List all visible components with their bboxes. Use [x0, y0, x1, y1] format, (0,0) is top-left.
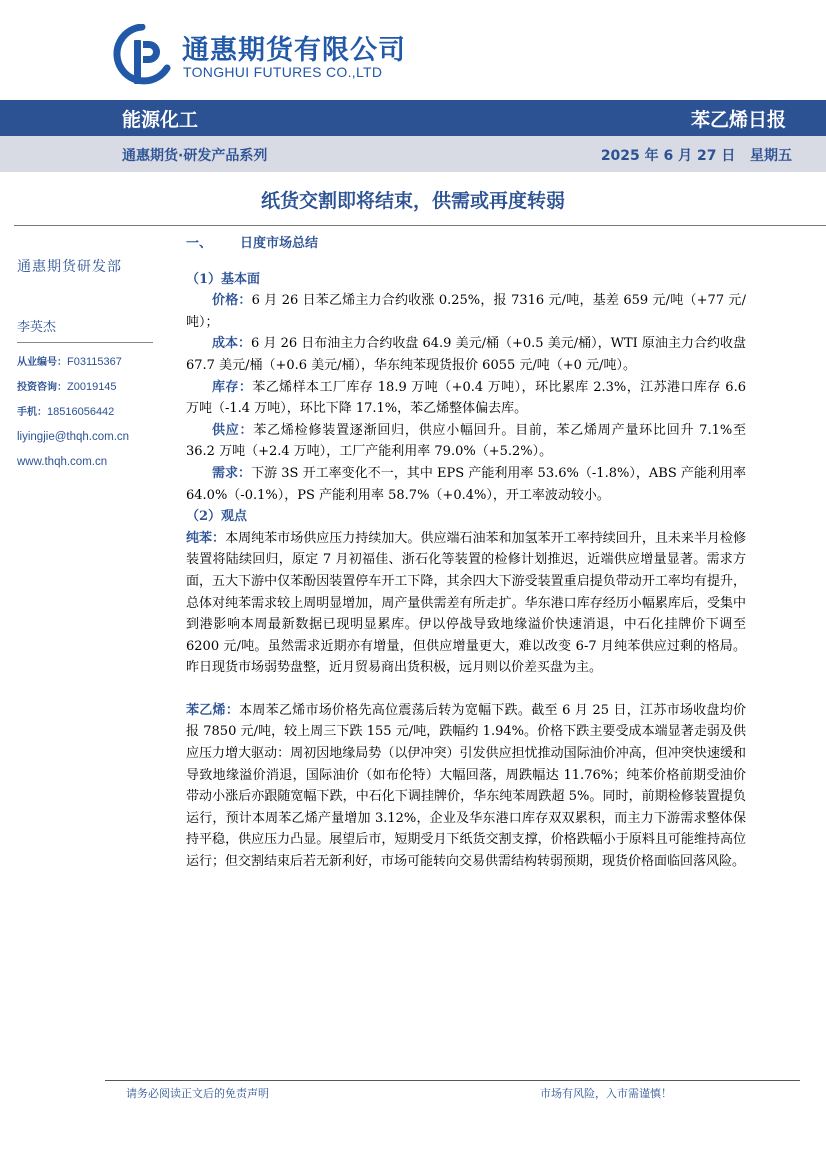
research-dept: 通惠期货研发部 [17, 259, 122, 275]
report-type: 苯乙烯日报 [690, 109, 786, 131]
website-link[interactable]: www.thqh.com.cn [17, 456, 108, 468]
inventory-paragraph: 库存：苯乙烯样本工厂库存 18.9 万吨（+0.4 万吨），环比累库 2.3%，江苏港口库存 6.6 万吨（-1.4 万吨），环比下降 17.1%，苯乙烯整体偏去库。 [186, 379, 746, 417]
email-link[interactable]: liyingjie@thqh.com.cn [17, 431, 130, 443]
demand-paragraph: 需求：下游 3S 开工率变化不一，其中 EPS 产能利用率 53.6%（-1.8%），ABS 产能利用率 64.0%（-0.1%），PS 产能利用率 58.7%（+0.4%），开工率波动较小。 [186, 465, 746, 503]
series-label: 通惠期货·研发产品系列 [122, 148, 268, 164]
benzene-paragraph: 纯苯：本周纯苯市场供应压力持续加大。供应端石油苯和加氢苯开工率持续回升，且未来半月检修装置将陆续回归，原定 7 月初福佳、浙石化等装置的检修计划推迟，近端供应增量显著。需求方面，五大下游中仅苯酚因装置停车开工下降，其余四大下游受装置重启提负带动开工率均有提升，总体对纯苯需求较上周明显增加，周产量供需差有所走扩。华东港口库存经历小幅累库后，受集中到港影响本周最新数据已现明显累库。伊以停战导致地缘溢价快速消退，中石化挂牌价下调至 6200 元/吨。虽然需求近期亦有增量，但供应增量更大，难以改变 6-7 月纯苯供应过剩的格局。昨日现货市场弱势盘整，近月贸易商出货积极，远月则以价差买盘为主。 [186, 530, 746, 676]
paragraph-gap [186, 679, 746, 700]
main-content [186, 233, 746, 873]
analyst-name: 李英杰 [17, 320, 57, 335]
author-sidebar [17, 256, 167, 468]
company-logo-icon [112, 24, 172, 88]
license-number: F03115367 [67, 356, 122, 368]
sidebar-divider [17, 342, 153, 343]
advisory-row: 投资咨询：Z0019145 [17, 381, 117, 393]
cost-paragraph: 成本：6 月 26 日布油主力合约收盘 64.9 美元/桶（+0.5 美元/桶），WTI 原油主力合约收盘 67.7 美元/桶（+0.6 美元/桶），华东纯苯现货报价 6055 元/吨（+0 元/吨）。 [186, 336, 746, 373]
section-heading: 一、 日度市场总结 [186, 236, 319, 251]
company-name-cn: 通惠期货有限公司 [182, 35, 406, 66]
styrene-paragraph: 苯乙烯：本周苯乙烯市场价格先高位震荡后转为宽幅下跌。截至 6 月 25 日，江苏市场收盘均价报 7850 元/吨，较上周三下跌 155 元/吨，跌幅约 1.94%。价格下跌主要受成本端显著走弱及供应压力增大驱动：周初因地缘局势（以伊冲突）引发供应担忧推动国际油价冲高，但冲突快速缓和导致地缘溢价消退，国际油价（如布伦特）大幅回落，周跌幅达 11.76%；纯苯价格前期受油价带动小涨后亦跟随宽幅下跌，中石化下调挂牌价，华东纯苯周跌超 5%。同时，前期检修装置提负运行，预计本周苯乙烯产量增加 3.12%，企业及华东港口库存双双累积，而主力下游需求整体保持平稳，供应压力凸显。展望后市，短期受月下纸货交割支撑，价格跌幅小于原料且可能维持高位运行；但交割结束后若无新利好，市场可能转向交易供需结构转弱预期，现货价格面临回落风险。 [186, 702, 746, 870]
weekday-text: 星期五 [750, 148, 792, 164]
phone-row: 手机：18516056442 [17, 406, 115, 418]
header-band [0, 100, 826, 136]
company-name-en: TONGHUI FUTURES CO.,LTD [183, 64, 383, 80]
supply-paragraph: 供应：苯乙烯检修装置逐渐回归，供应小幅回升。目前，苯乙烯周产量环比回升 7.1%至 36.2 万吨（+2.4 万吨），工厂产能利用率 79.0%（+5.2%）。 [186, 422, 746, 460]
license-row: 从业编号：F03115367 [17, 356, 122, 368]
fundamentals-heading: （1）基本面 [186, 271, 261, 287]
report-date [601, 145, 792, 165]
phone-number: 18516056442 [47, 406, 115, 418]
views-heading: （2）观点 [186, 509, 248, 525]
date-text: 2025 年 6 月 27 日 [600, 148, 736, 164]
footer-divider [105, 1080, 800, 1081]
footer-disclaimer: 请务必阅读正文后的免责声明 [126, 1087, 269, 1100]
advisory-number: Z0019145 [67, 381, 117, 393]
title-divider [14, 225, 826, 226]
price-paragraph: 价格：6 月 26 日苯乙烯主力合约收涨 0.25%，报 7316 元/吨，基差 659 元/吨（+77 元/吨）； [186, 293, 746, 330]
subheader-band [0, 136, 826, 172]
report-title: 纸货交割即将结束，供需或再度转弱 [260, 190, 565, 212]
footer-slogan: 市场有风险，入市需谨慎！ [540, 1087, 672, 1100]
sector-label: 能源化工 [122, 109, 199, 131]
